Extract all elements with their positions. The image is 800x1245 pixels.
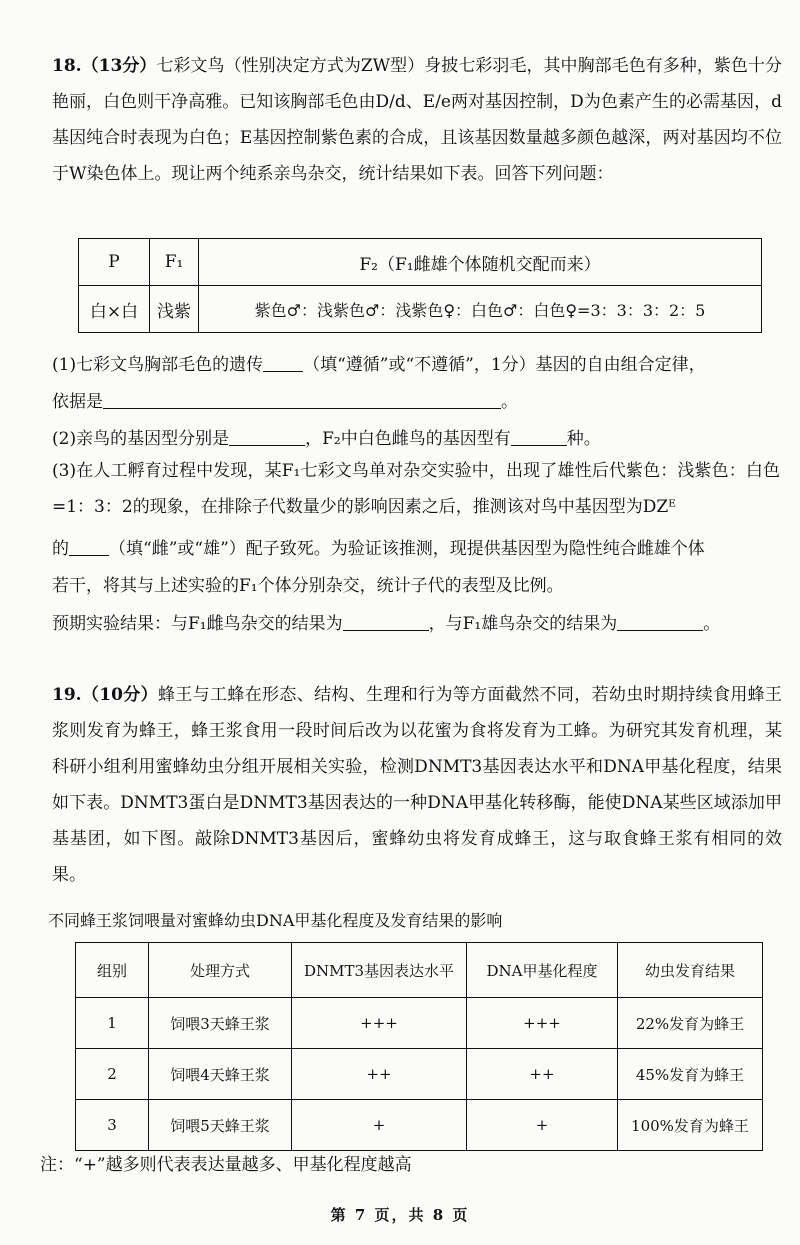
page-footer: 第 7 页，共 8 页 — [330, 1206, 470, 1224]
q18-cell-f2: 紫色♂：浅紫色♂：浅紫色♀：白色♂：白色♀=3：3：3：2：5 — [199, 286, 762, 333]
answer-blank-2[interactable] — [103, 392, 501, 409]
q18-s2-line — [52, 424, 601, 449]
cell-group: 1 — [76, 998, 149, 1049]
q18-cell-f1: 浅紫 — [150, 286, 199, 333]
q18-s3-d: （填“雌”或“雄”）配子致死。为验证该推测，现提供基因型为隐性纯合雌雄个体 — [109, 539, 705, 559]
answer-blank-4[interactable] — [511, 429, 567, 446]
q18-s2-b: ，F₂中白色雌鸟的基因型有 — [305, 429, 511, 449]
q18-header-f2: F₂（F₁雌雄个体随机交配而来） — [199, 239, 762, 286]
q18-header-p: P — [79, 239, 150, 286]
answer-blank-6[interactable] — [343, 614, 429, 631]
cell-result: 100%发育为蜂王 — [618, 1100, 763, 1151]
cell-methylation: ++ — [467, 1049, 618, 1100]
q19-header-treatment: 处理方式 — [149, 943, 292, 998]
q18-title: 18.（13分） — [52, 56, 157, 76]
q18-table — [78, 238, 762, 333]
q19-stem — [52, 677, 782, 893]
q19-header-methylation: DNA甲基化程度 — [467, 943, 618, 998]
cell-methylation: + — [467, 1100, 618, 1151]
q18-s2-a: (2)亲鸟的基因型分别是 — [52, 429, 230, 449]
q19-header-group: 组别 — [76, 943, 149, 998]
q18-header-f1: F₁ — [150, 239, 199, 286]
q19-title: 19.（10分） — [52, 685, 158, 705]
cell-result: 45%发育为蜂王 — [618, 1049, 763, 1100]
q18-s1-a: (1)七彩文鸟胸部毛色的遗传 — [52, 355, 264, 375]
cell-expression: + — [292, 1100, 467, 1151]
cell-expression: +++ — [292, 998, 467, 1049]
q19-table-caption: 不同蜂王浆饲喂量对蜜蜂幼虫DNA甲基化程度及发育结果的影响 — [48, 911, 503, 930]
table-row — [76, 1100, 763, 1151]
table-row — [76, 998, 763, 1049]
cell-expression: ++ — [292, 1049, 467, 1100]
q19-note: 注：“+”越多则代表表达量越多、甲基化程度越高 — [40, 1155, 412, 1175]
q19-header-result: 幼虫发育结果 — [618, 943, 763, 998]
q18-s1-c: 依据是 — [52, 392, 103, 412]
q18-s3: (3)在人工孵育过程中发现，某F₁七彩文鸟单对杂交实验中，出现了雄性后代紫色：浅紫色：白色=1：3：2的现象，在排除子代数量少的影响因素之后，推测该对鸟中基因型为DZᴱ — [52, 461, 780, 517]
q19-stem-text: 蜂王与工蜂在形态、结构、生理和行为等方面截然不同，若幼虫时期持续食用蜂王浆则发育为蜂王，蜂王浆食用一段时间后改为以花蜜为食将发育为工蜂。为研究其发育机理，某科研小组利用蜜蜂幼虫分组开展相关实验，检测DNMT3基因表达水平和DNA甲基化程度，结果如下表。DNMT3蛋白是DNMT3基因表达的一种DNA甲基化转移酶，能使DNA某些区域添加甲基基团，如下图。敲除DNMT3基因后，蜜蜂幼虫将发育成蜂王，这与取食蜂王浆有相同的效果。 — [52, 685, 783, 885]
q18-s2-c: 种。 — [566, 429, 601, 449]
cell-methylation: +++ — [467, 998, 618, 1049]
q18-stem-text: 七彩文鸟（性别决定方式为ZW型）身披七彩羽毛，其中胸部毛色有多种，紫色十分艳丽，白色则干净高雅。已知该胸部毛色由D/d、E/e两对基因控制，D为色素产生的必需基因，d基因纯合时表现为白色；E基因控制紫色素的合成，且该基因数量越多颜色越深，两对基因均不位于W染色体上。现让两个纯系亲鸟杂交，统计结果如下表。回答下列问题： — [52, 56, 782, 184]
q18-s1-b: （填“遵循”或“不遵循”，1分）基因的自由组合定律， — [303, 355, 706, 375]
q18-cell-p: 白×白 — [79, 286, 150, 333]
q18-s3-c: 的 — [52, 539, 69, 559]
cell-treatment: 饲喂5天蜂王浆 — [149, 1100, 292, 1151]
answer-blank-5[interactable] — [69, 539, 109, 556]
q18-s1-line2 — [52, 387, 518, 412]
answer-blank-3[interactable] — [229, 429, 305, 446]
q19-table — [75, 942, 763, 1151]
answer-blank-7[interactable] — [617, 614, 703, 631]
q18-s3-f: 预期实验结果：与F₁雌鸟杂交的结果为 — [52, 614, 343, 634]
q19-header-expression: DNMT3基因表达水平 — [292, 943, 467, 998]
table-row — [76, 1049, 763, 1100]
answer-blank-1[interactable] — [263, 355, 303, 372]
q18-s3-g: ，与F₁雄鸟杂交的结果为 — [428, 614, 618, 634]
q18-s3-h: 。 — [703, 614, 721, 634]
q18-s3-line3 — [52, 534, 705, 559]
cell-group: 3 — [76, 1100, 149, 1151]
cell-result: 22%发育为蜂王 — [618, 998, 763, 1049]
q18-stem — [52, 48, 782, 192]
q18-s1-line1 — [52, 350, 706, 375]
q18-s3-line4: 若干，将其与上述实验的F₁个体分别杂交，统计子代的表型及比例。 — [52, 576, 564, 596]
cell-group: 2 — [76, 1049, 149, 1100]
cell-treatment: 饲喂3天蜂王浆 — [149, 998, 292, 1049]
q18-s3-line5 — [52, 609, 720, 634]
cell-treatment: 饲喂4天蜂王浆 — [149, 1049, 292, 1100]
q18-s1-d: 。 — [501, 392, 518, 412]
